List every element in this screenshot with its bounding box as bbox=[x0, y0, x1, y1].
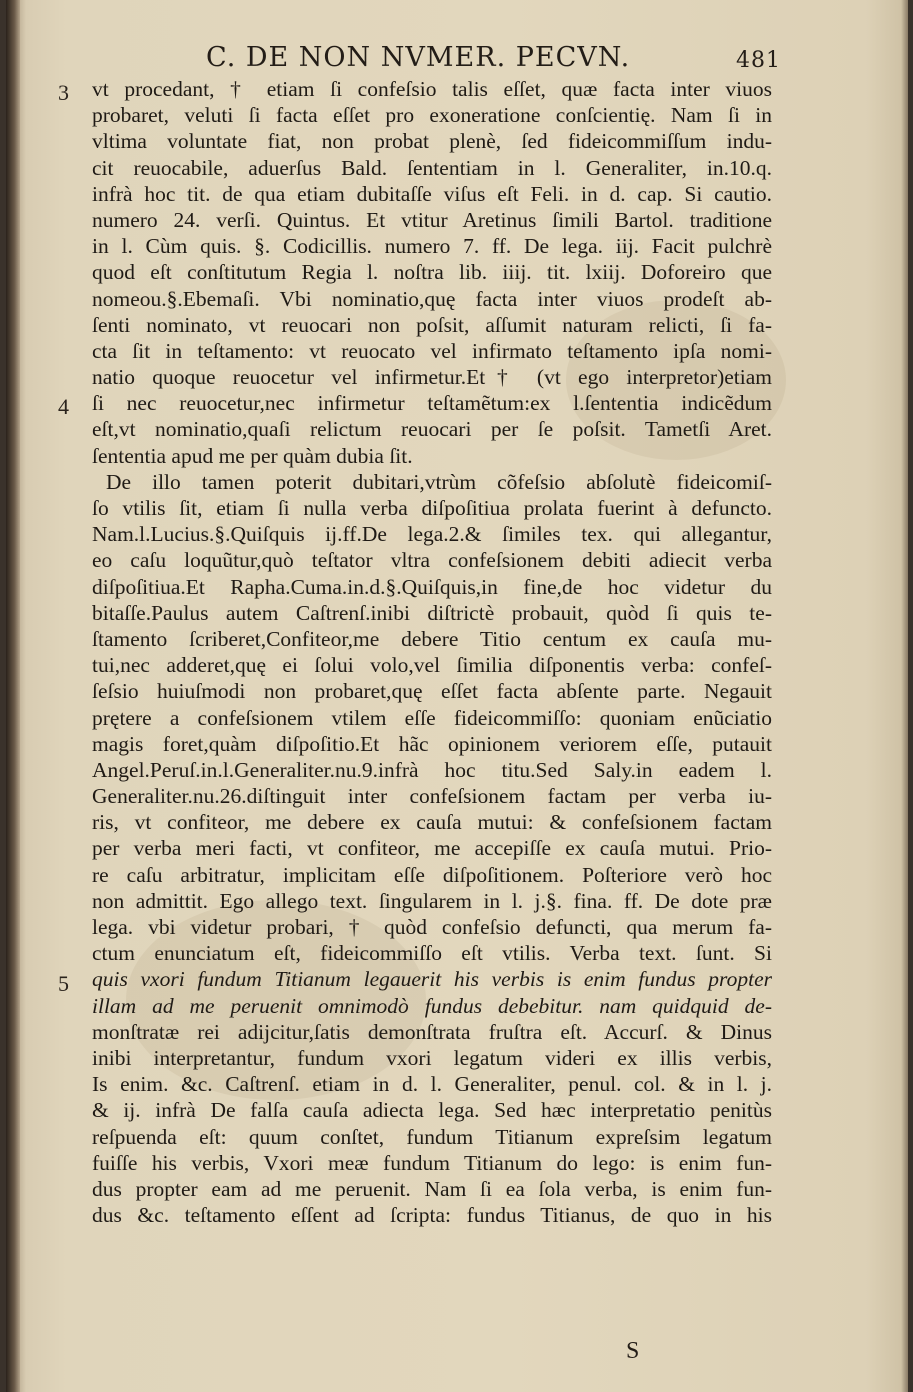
folio-number: 481 bbox=[736, 48, 781, 73]
text-line: ſenti nominato, vt reuocari non poſsit, aſſumit naturam relicti, ſi fa- bbox=[92, 312, 772, 337]
text-line: probaret, veluti ſi facta eſſet pro exoneratione conſcientię. Nam ſi in bbox=[92, 103, 772, 128]
text-line: nomeou.§.Ebemaſi. Vbi nominatio,quę facta inter viuos prodeſt ab- bbox=[92, 286, 772, 311]
text-line: inibi interpretantur, fundum vxori legatum videri ex illis verbis, bbox=[92, 1045, 772, 1070]
text-line: in l. Cùm quis. §. Codicillis. numero 7. ff. De lega. iij. Facit pulchrè bbox=[92, 234, 772, 259]
text-line: reſpuenda eſt: quum conſtet, fundum Titianum expreſsim legatum bbox=[92, 1124, 772, 1149]
text-line: ſeſsio huiuſmodi non probaret,quę eſſet facta abſente parte. Negauit bbox=[92, 679, 772, 704]
text-line: eo caſu loquũtur,quò teſtator vltra confeſsionem debiti adiecit verba bbox=[92, 548, 772, 573]
book-page bbox=[6, 0, 908, 1392]
text-line bbox=[92, 966, 772, 992]
text-line: Is enim. &c. Caſtrenſ. etiam in d. l. Generaliter, penul. col. & in l. j. bbox=[92, 1072, 772, 1097]
text-line: tui,nec adderet,quę ei ſolui volo,vel ſimilia diſponentis verba: confeſ- bbox=[92, 653, 772, 678]
text-line: & ij. infrà De falſa cauſa adiecta lega. Sed hæc interpretatio penitùs bbox=[92, 1098, 772, 1123]
text-line: ſi nec reuocetur,nec infirmetur teſtamẽtum:ex l.ſententia indicẽdum bbox=[92, 391, 772, 416]
text-line: vltima voluntate fiat, non probat plenè, ſed fideicommiſſum indu- bbox=[92, 129, 772, 154]
text-line: monſtratæ rei adijcitur,ſatis demonſtrata fruſtra eſt. Accurſ. & Dinus bbox=[92, 1019, 772, 1044]
italic-quote: quis vxori fundum Titianum legauerit his verbis is enim fundus propter bbox=[92, 967, 772, 992]
text-line bbox=[92, 993, 772, 1019]
body-text bbox=[92, 76, 772, 1228]
text-line: ſo vtilis ſit, etiam ſi nulla verba diſpoſitiua prolata fuerint à defuncto. bbox=[92, 496, 772, 520]
signature-mark: S bbox=[626, 1338, 640, 1364]
text-line: cta ſit in teſtamento: vt reuocato vel infirmato teſtamento ipſa nomi- bbox=[92, 338, 772, 363]
text-line: re caſu arbitratur, implicitam eſſe diſpoſitionem. Poſteriore verò hoc bbox=[92, 862, 772, 887]
text-line: Angel.Peruſ.in.l.Generaliter.nu.9.infrà hoc titu.Sed Saly.in eadem l. bbox=[92, 757, 772, 782]
text-line: bitaſſe.Paulus autem Caſtrenſ.inibi diſtrictè probauit, quòd ſi quis te- bbox=[92, 600, 772, 625]
text-line: ris, vt confiteor, me debere ex cauſa mutui: & confeſsionem factam bbox=[92, 810, 772, 835]
text-line: lega. vbi videtur probari, † quòd confeſsio defuncti, qua merum fa- bbox=[92, 915, 772, 939]
text-line: dus propter eam ad me peruenit. Nam ſi ea ſola verba, is enim fun- bbox=[92, 1176, 772, 1201]
margin-number: 3 bbox=[58, 80, 69, 105]
text-line: per verba meri facti, vt confiteor, me accepiſſe ex cauſa mutui. Prio- bbox=[92, 836, 772, 861]
margin-number: 5 bbox=[58, 970, 69, 996]
text-line: ſententia apud me per quàm dubia ſit. bbox=[92, 443, 413, 468]
text-line: numero 24. verſi. Quintus. Et vtitur Aretinus ſimili Bartol. traditione bbox=[92, 207, 772, 232]
text-line: magis foret,quàm diſpoſitio.Et hãc opinionem veriorem eſſe, putauit bbox=[92, 731, 772, 756]
margin-number: 4 bbox=[58, 394, 69, 420]
text-line: natio quoque reuocetur vel infirmetur.Et† (vt ego interpretor)etiam bbox=[92, 365, 772, 390]
text-line: cit reuocabile, aduerſus Bald. ſententiam in l. Generaliter, in.10.q. bbox=[92, 155, 772, 180]
text-line: fuiſſe his verbis, Vxori meæ fundum Titianum do lego: is enim fun- bbox=[92, 1150, 772, 1175]
text-line: vt procedant, † etiam ſi confeſsio talis eſſet, quæ facta inter viuos bbox=[92, 77, 772, 101]
text-line: dus &c. teſtamento eſſent ad ſcripta: fundus Titianus, de quo in his bbox=[92, 1203, 772, 1228]
text-line: diſpoſitiua.Et Rapha.Cuma.in.d.§.Quiſquis,in fine,de hoc videtur du bbox=[92, 574, 772, 599]
text-line: Nam.l.Lucius.§.Quiſquis ij.ff.De lega.2.& ſimiles tex. qui allegantur, bbox=[92, 522, 772, 547]
text-line: eſt,vt nominatio,quaſi relictum reuocari per ſe poſsit. Tametſi Aret. bbox=[92, 417, 772, 442]
text-line: ſtamento ſcriberet,Confiteor,me debere Titio centum ex cauſa mu- bbox=[92, 626, 772, 651]
running-head: C. DE NON NVMER. PECVN. bbox=[206, 42, 631, 73]
book-spine bbox=[6, 0, 20, 1392]
italic-quote: illam ad me peruenit omnimodò fundus debebitur. nam quidquid de- bbox=[92, 993, 772, 1018]
text-line: non admittit. Ego allego text. ſingularem in l. j.§. fina. ff. De dote præ bbox=[92, 888, 772, 913]
text-line: Generaliter.nu.26.diſtinguit inter confeſsionem factam per verba iu- bbox=[92, 784, 772, 809]
text-line: prętere a confeſsionem vtilem eſſe fideicommiſſo: quoniam enũciatio bbox=[92, 705, 772, 730]
text-line: De illo tamen poterit dubitari,vtrùm cõfeſsio abſolutè fideicomiſ- bbox=[106, 469, 772, 494]
text-line: ctum enunciatum eſt, fideicommiſſo eſt vtilis. Verba text. ſunt. Si bbox=[92, 941, 772, 966]
text-line: quod eſt conſtitutum Regia l. noſtra lib. iiij. tit. lxiij. Doforeiro que bbox=[92, 260, 772, 285]
text-line: infrà hoc tit. de qua etiam dubitaſſe viſus eſt Feli. in d. cap. Si cautio. bbox=[92, 181, 772, 206]
